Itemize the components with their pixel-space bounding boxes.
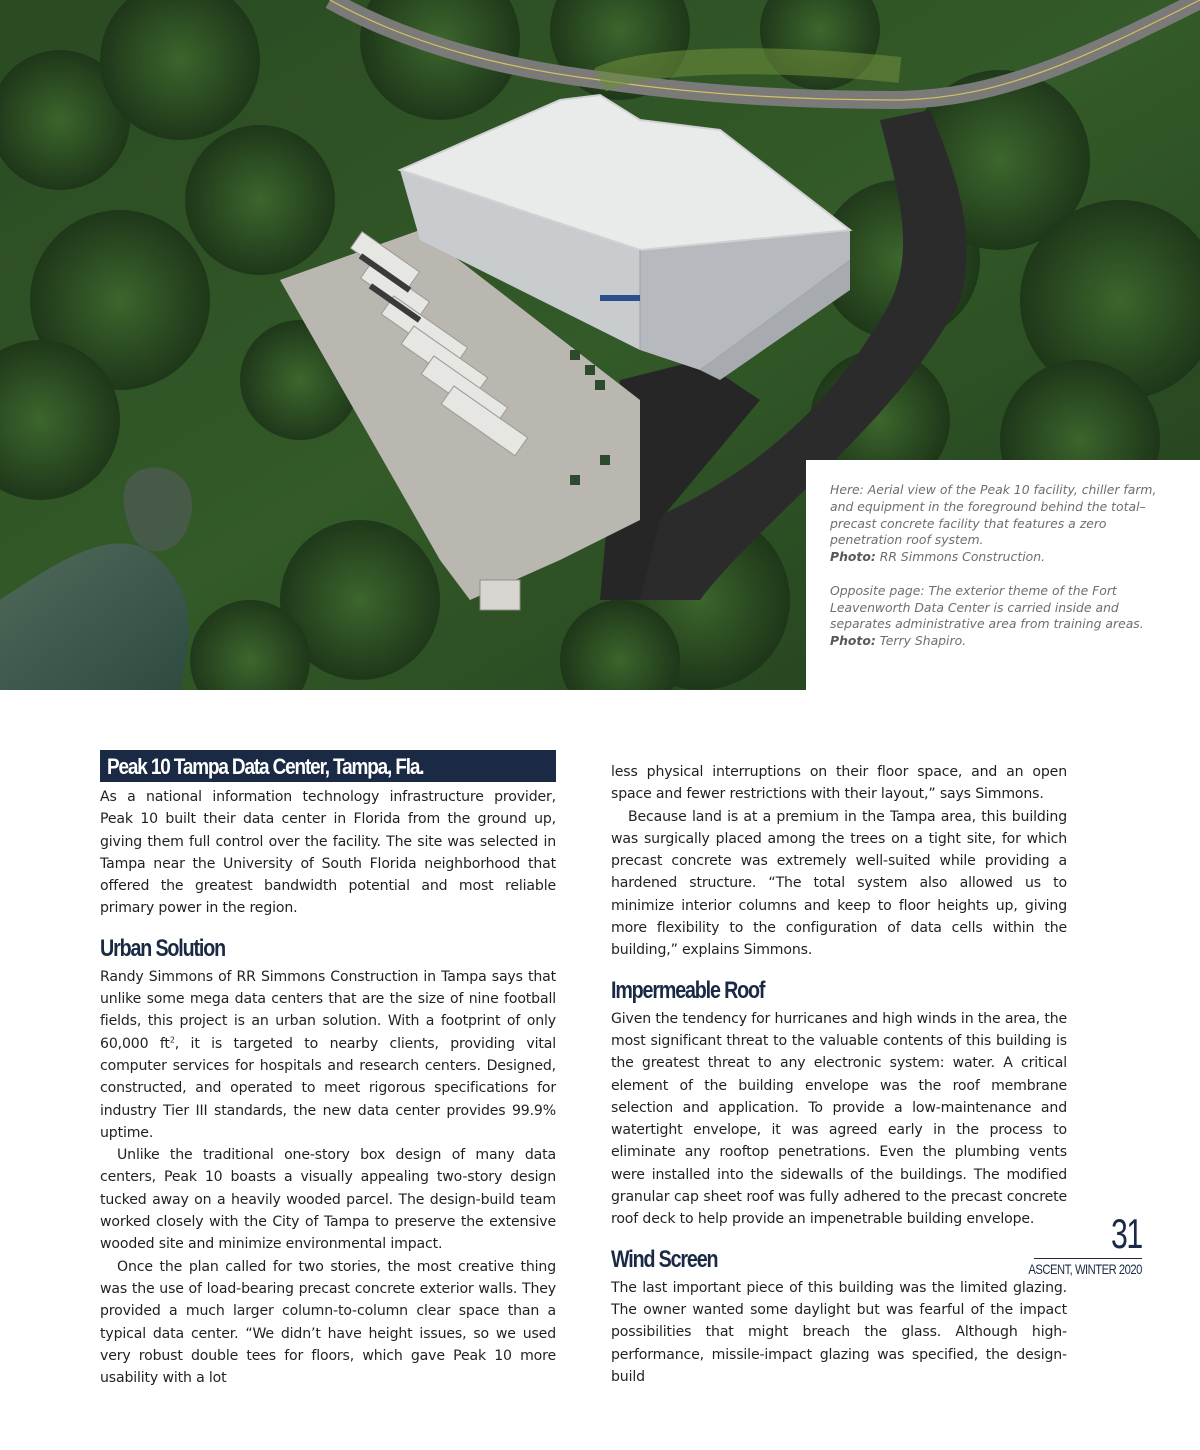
folio-divider <box>1034 1258 1142 1259</box>
urban-paragraph-1: Randy Simmons of RR Simmons Construction in Tampa says that unlike some mega data centers that are the size of nine football fields, this project is an urban solution. With a footprint of only 60,000 $ft^2$, it is targeted to nearby clients, providing vital computer services for hospitals and research centers. Designed, constructed, and operated to meet rigorous specifications for industry Tier III standards, the new data center provides 99.9% uptime. <box>100 968 556 1141</box>
article-right-column <box>611 761 1067 1388</box>
caption-opposite: Opposite page: The exterior theme of the Fort Leavenworth Data Center is carried inside and separates administrative area from training areas. Photo: Terry Shapiro. <box>830 582 1144 649</box>
article-left-column <box>100 750 556 1389</box>
roof-paragraph: Given the tendency for hurricanes and high winds in the area, the most significant threat to the valuable contents of this building is the greatest threat to any electronic system: water. A critical element of the building envelope was the roof membrane selection and application. To provide a low-maintenance and watertight envelope, it was agreed early in the process to eliminate any rooftop penetrations. Even the plumbing vents were installed into the sidewalls of the buildings. The modified granular cap sheet roof was fully adhered to the precast concrete roof deck to help provide an impenetrable building envelope. <box>611 1010 1067 1228</box>
article-title: Peak 10 Tampa Data Center, Tampa, Fla. <box>107 754 424 779</box>
wind-paragraph: The last important piece of this building was the limited glazing. The owner wanted some daylight but was fearful of the impact possibilities that might breach the glass. Although high-performance, missile-impact glazing was specified, the design-build <box>611 1279 1067 1385</box>
wind-screen-heading: Wind Screen <box>611 1245 718 1273</box>
caption-opposite-photo-credit: Terry Shapiro. <box>875 633 967 649</box>
page-folio <box>1000 1212 1142 1277</box>
squared-superscript: 2 <box>169 1034 175 1044</box>
intro-paragraph: As a national information technology infrastructure provider, Peak 10 built their data center in Florida from the ground up, giving them full control over the facility. The site was selected in Tampa near the University of South Florida neighborhood that offered the greatest bandwidth potential and most reliable primary power in the region. <box>100 789 556 917</box>
photo-caption-box <box>806 460 1200 690</box>
publication-label: ASCENT, WINTER 2020 <box>1028 1261 1142 1277</box>
aerial-photo <box>0 0 1200 690</box>
land-paragraph: Because land is at a premium in the Tampa area, this building was surgically placed among the trees on a tight site, for which precast concrete was extremely well-suited while providing a hardened structure. “The total system also allowed us to minimize interior columns and keep to floor heights up, giving more flexibility to the configuration of data cells within the building,” explains Simmons. <box>611 808 1067 959</box>
photo-caption <box>830 482 1180 667</box>
continued-paragraph: less physical interruptions on their floor space, and an open space and fewer restrictions with their layout,” says Simmons. <box>611 764 1067 803</box>
caption-here: Here: Aerial view of the Peak 10 facility, chiller farm, and equipment in the foreground behind the total–precast concrete facility that features a zero penetration roof system. Photo: RR Simmons Construction. <box>830 482 1157 565</box>
page-number: 31 <box>1111 1210 1142 1257</box>
urban-paragraph-3: Once the plan called for two stories, the most creative thing was the use of load-bearing precast concrete exterior walls. They provided a much larger column-to-column clear space than a typical data center. “We didn’t have height issues, so we used very robust double tees for floors, which gave Peak 10 more usability with a lot <box>100 1258 556 1387</box>
caption-here-photo-label: Photo: <box>830 549 876 565</box>
caption-here-photo-credit: RR Simmons Construction. <box>875 549 1046 565</box>
article-title-bar <box>100 750 556 782</box>
urban-solution-heading: Urban Solution <box>100 934 225 962</box>
impermeable-roof-heading: Impermeable Roof <box>611 976 765 1004</box>
caption-opposite-photo-label: Photo: <box>830 633 876 649</box>
urban-paragraph-2: Unlike the traditional one-story box design of many data centers, Peak 10 boasts a visually appealing two-story design tucked away on a heavily wooded parcel. The design-build team worked closely with the City of Tampa to preserve the extensive wooded site and minimize environmental impact. <box>100 1147 556 1253</box>
